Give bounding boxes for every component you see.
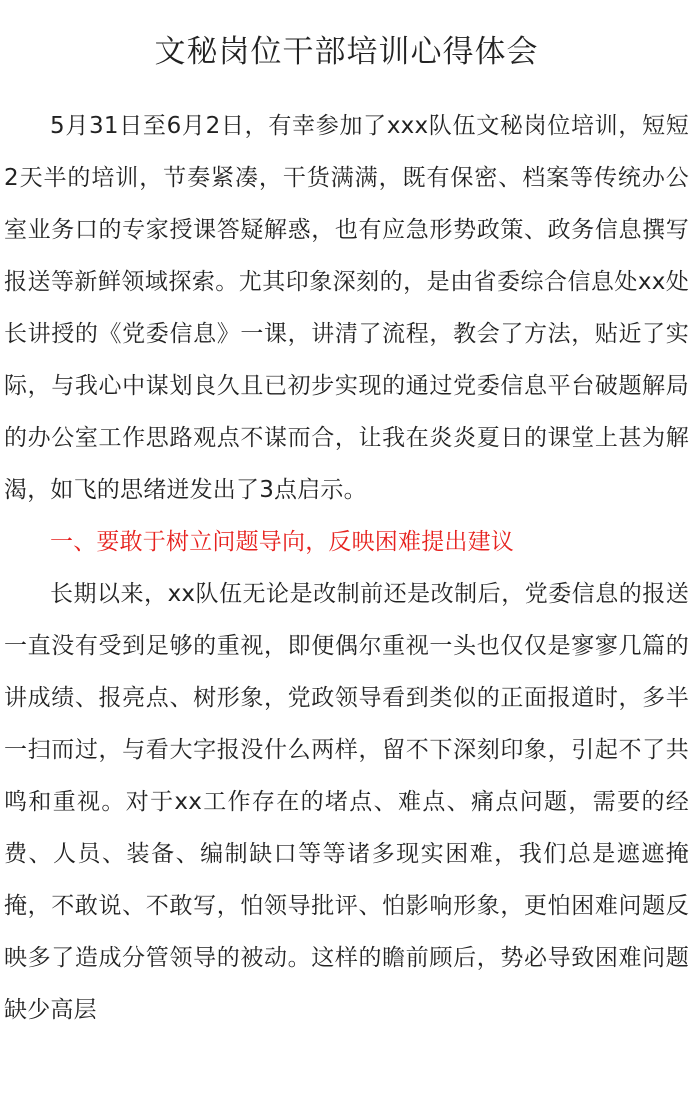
body-paragraph: 长期以来，xx队伍无论是改制前还是改制后，党委信息的报送一直没有受到足够的重视，即便偶尔重视一头也仅仅是寥寥几篇的讲成绩、报亮点、树形象，党政领导看到类似的正面报道时，多半一扫而过，与看大字报没什么两样，留不下深刻印象，引起不了共鸣和重视。对于xx工作存在的堵点、难点、痛点问题，需要的经费、人员、装备、编制缺口等等诸多现实困难，我们总是遮遮掩掩，不敢说、不敢写，怕领导批评、怕影响形象，更怕困难问题反映多了造成分管领导的被动。这样的瞻前顾后，势必导致困难问题缺少高层 [4,581,689,1023]
document-title: 文秘岗位干部培训心得体会 [154,34,539,70]
section-heading: 一、要敢于树立问题导向，反映困难提出建议 [50,529,514,555]
body-paragraph: 5月31日至6月2日，有幸参加了xxx队伍文秘岗位培训，短短2天半的培训，节奏紧凑，干货满满，既有保密、档案等传统办公室业务口的专家授课答疑解惑，也有应急形势政策、政务信息撰写报送等新鲜领域探索。尤其印象深刻的，是由省委综合信息处xx处长讲授的《党委信息》一课，讲清了流程，教会了方法，贴近了实际，与我心中谋划良久且已初步实现的通过党委信息平台破题解局的办公室工作思路观点不谋而合，让我在炎炎夏日的课堂上甚为解渴，如飞的思绪迸发出了3点启示。 [4,113,689,503]
